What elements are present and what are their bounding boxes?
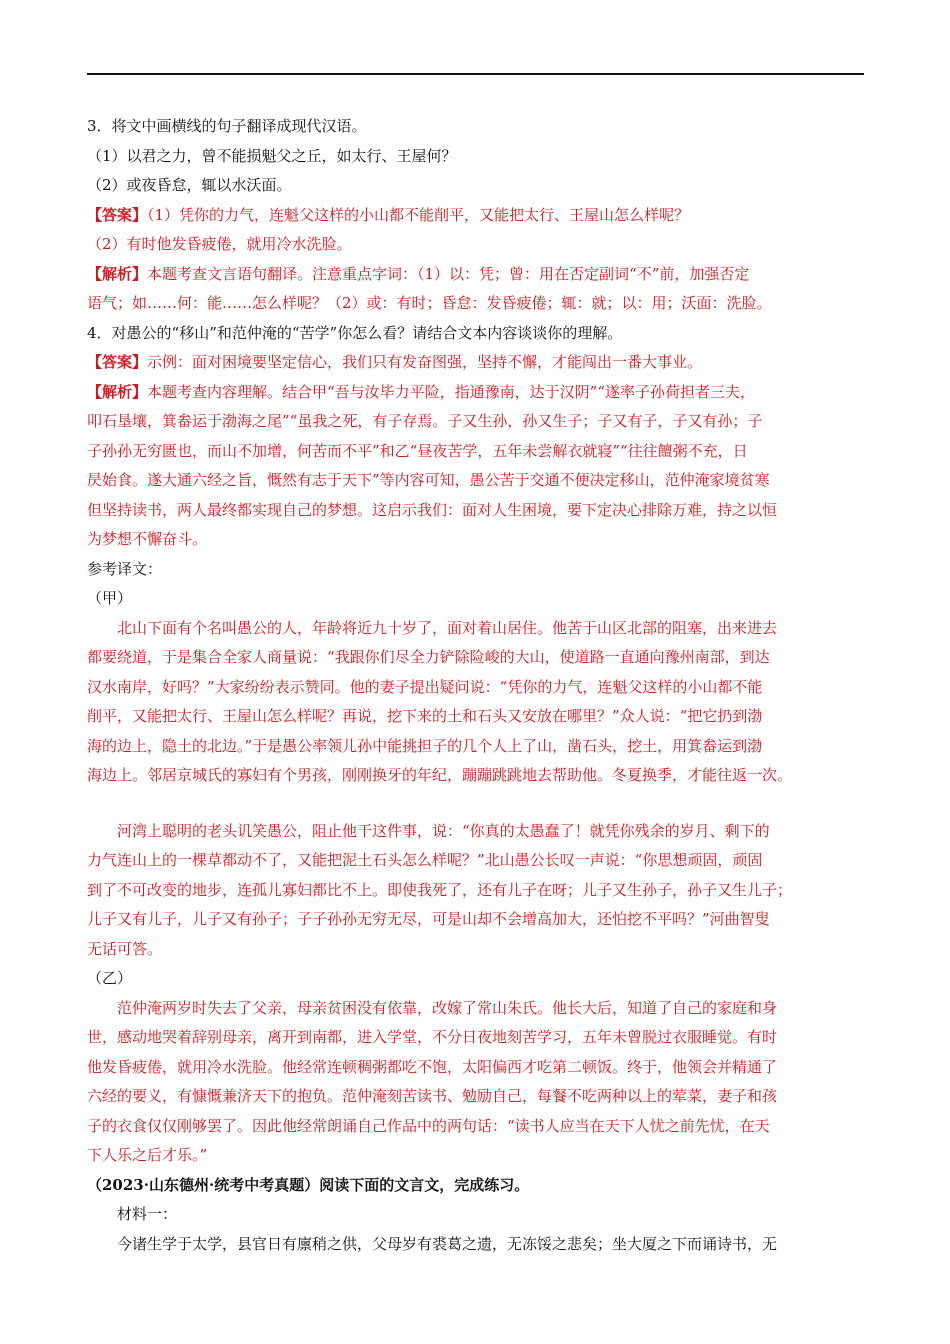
question-4-analysis-line: 但坚持读书，两人最终都实现自己的梦想。这启示我们：面对人生困境，要下定决心排除万难，持之以恒 [87,500,778,519]
translation-jia-p2-line: 河湾上聪明的老头讥笑愚公，阻止他干这件事，说：“你真的太愚蠢了！就凭你残余的岁月、剩下的 [117,821,770,840]
translation-jia-line: 削平，又能把太行、王屋山怎么样呢？再说，挖下来的土和石头又安放在哪里？”众人说：“把它扔到渤 [87,707,763,725]
next-section-heading: （2023·山东德州·统考中考真题）阅读下面的文言文，完成练习。 [87,1175,530,1194]
question-4-title: 4．对愚公的“移山”和范仲淹的“苦学”你怎么看？请结合文本内容谈谈你的理解。 [87,323,623,342]
question-4-analysis-line: 叩石垦壤，箕畚运于渤海之尾”“虽我之死，有子存焉。子又生孙，孙又生子；子又有子，子又有孙；子 [87,412,763,430]
header-rule [87,73,864,75]
analysis-text: 本题考查内容理解。结合甲“吾与汝毕力平险，指通豫南，达于汉阴”“遂率子孙荷担者三夫， [147,382,756,401]
translation-yi-line: 世，感动地哭着辞别母亲，离开到南都，进入学堂，不分日夜地刻苦学习，五年未曾脱过衣服睡觉。有时 [87,1028,778,1046]
question-3-title: 3．将文中画横线的句子翻译成现代汉语。 [87,117,367,135]
question-3-answer-cont: （2）有时他发昏疲倦，就用冷水洗脸。 [87,235,352,253]
question-4-analysis-line: 昃始食。遂大通六经之旨，慨然有志于天下”等内容可知，愚公苦于交通不便决定移山，范仲淹家境贫寒 [87,471,770,489]
translation-jia-line: 都要绕道，于是集合全家人商量说：“我跟你们尽全力铲除险峻的大山，使道路一直通向豫州南部，到达 [87,648,770,666]
analysis-text: 本题考查文言语句翻译。注意重点字词：（1）以：凭；曾：用在否定副词“不”前，加强否定 [147,264,750,283]
question-3-analysis [87,260,864,290]
document-body [87,112,864,1259]
question-3-analysis-cont: 语气；如……何：能……怎么样呢？（2）或：有时；昏怠：发昏疲倦；辄：就；以：用；沃面：洗脸。 [87,294,772,312]
translation-yi-line: 下人乐之后才乐。” [87,1146,208,1164]
analysis-tag: 【解析】 [87,264,148,283]
translation-jia-p2-line: 到了不可改变的地步，连孤儿寡妇都比不上。即使我死了，还有儿子在呀；儿子又生孙子，孙子又生儿子； [87,880,793,899]
analysis-tag: 【解析】 [87,382,148,401]
material-1-text: 今诸生学于太学，县官日有廪稍之供，父母岁有裘葛之遗，无冻馁之悲矣；坐大厦之下而诵诗书，无 [117,1234,778,1253]
translation-yi-label: （乙） [87,969,133,987]
translation-jia-p2-line: 无话可答。 [87,939,163,958]
answer-tag: 【答案】 [87,205,148,224]
translation-heading: 参考译文： [87,559,163,578]
answer-text: 示例：面对困境要坚定信心，我们只有发奋图强，坚持不懈，才能闯出一番大事业。 [147,353,703,371]
answer-text: （1）凭你的力气，连魁父这样的小山都不能削平，又能把太行、王屋山怎么样呢？ [147,205,690,224]
paragraph-gap [87,791,864,817]
question-4-analysis-line: 为梦想不懈奋斗。 [87,530,208,548]
question-4-analysis [87,378,864,408]
material-1-label: 材料一： [117,1205,178,1223]
translation-yi-line: 子的衣食仅仅刚够罢了。因此他经常朗诵自己作品中的两句话：“读书人应当在天下人忧之前先忧，在天 [87,1116,770,1135]
question-4-analysis-line: 子孙孙无穷匮也，而山不加增，何苦而不平”和乙“昼夜苦学，五年未尝解衣就寝”“往往饘粥不充，日 [87,441,748,460]
translation-jia-line: 海的边上，隐土的北边。”于是愚公率领儿孙中能挑担子的几个人上了山，凿石头，挖土，用箕畚运到渤 [87,736,763,755]
translation-yi-line: 六经的要义，有慷慨兼济天下的抱负。范仲淹刻苦读书、勉励自己，每餐不吃两种以上的荤菜，妻子和孩 [87,1087,778,1105]
question-3-item-2: （2）或夜昏怠，辄以水沃面。 [87,176,292,194]
translation-jia-label: （甲） [87,589,133,607]
answer-tag: 【答案】 [87,353,148,371]
translation-jia-p2-line: 儿子又有儿子，儿子又有孙子；子子孙孙无穷无尽，可是山却不会增高加大，还怕挖不平吗？”河曲智叟 [87,910,770,928]
translation-jia-line: 海边上。邻居京城氏的寡妇有个男孩，刚刚换牙的年纪，蹦蹦跳跳地去帮助他。冬夏换季，才能往返一次。 [87,766,793,784]
translation-yi-line: 范仲淹两岁时失去了父亲，母亲贫困没有依靠，改嫁了常山朱氏。他长大后，知道了自己的家庭和身 [117,998,778,1017]
translation-yi-line: 他发昏疲倦，就用冷水洗脸。他经常连顿稠粥都吃不饱，太阳偏西才吃第二顿饭。终于，他领会并精通了 [87,1057,778,1076]
translation-jia-line: 北山下面有个名叫愚公的人，年龄将近九十岁了，面对着山居住。他苦于山区北部的阻塞，出来进去 [117,618,778,637]
question-3-item-1: （1）以君之力，曾不能损魁父之丘，如太行、王屋何？ [87,146,457,165]
translation-jia-line: 汉水南岸，好吗？”大家纷纷表示赞同。他的妻子提出疑问说：“凭你的力气，连魁父这样的小山都不能 [87,677,763,696]
translation-jia-p2-line: 力气连山上的一棵草都动不了，又能把泥土石头怎么样呢？”北山愚公长叹一声说：“你思想顽固，顽固 [87,851,763,869]
question-4-answer [87,348,864,378]
question-3-answer [87,201,864,231]
